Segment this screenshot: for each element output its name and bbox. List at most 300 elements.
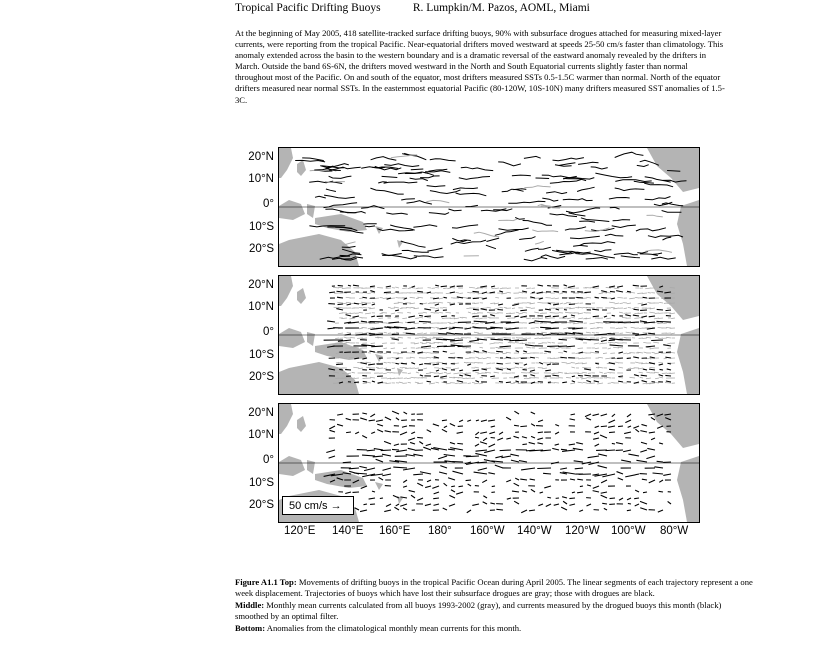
current-vector: [657, 309, 663, 310]
current-vector: [490, 376, 495, 377]
current-vector: [411, 432, 415, 434]
current-vector: [444, 346, 455, 347]
climatology-vector: [371, 292, 375, 293]
climatology-vector: [435, 327, 439, 328]
current-vector: [408, 448, 415, 450]
climatology-vector: [615, 288, 619, 289]
climatology-vector: [439, 298, 443, 299]
current-vector: [377, 424, 383, 426]
land-mass: [315, 342, 367, 360]
current-vector: [562, 291, 567, 292]
current-vector: [667, 369, 671, 370]
climatology-vector: [359, 298, 363, 299]
current-vector: [657, 461, 663, 462]
current-vector: [404, 298, 407, 299]
current-vector: [601, 492, 607, 493]
current-vector: [601, 480, 607, 483]
caption-middle-text: Monthly mean currents calculated from all buoys 1993-2002 (gray), and currents measured by the drogued buoys this month (black) smoothed by an optimal filter.: [235, 599, 722, 622]
climatology-vector: [395, 287, 399, 288]
climatology-vector: [619, 367, 623, 368]
current-vector: [442, 369, 447, 370]
current-vector: [427, 430, 431, 432]
current-vector: [511, 460, 519, 462]
current-vector: [442, 420, 447, 421]
current-vector: [538, 504, 543, 506]
climatology-vector: [523, 338, 527, 339]
climatology-vector: [646, 378, 651, 379]
current-vector: [658, 491, 663, 492]
latitude-tick-label: 10°N: [248, 173, 274, 185]
current-vector: [640, 501, 647, 504]
current-vector: [500, 450, 511, 451]
scale-legend: [282, 496, 354, 515]
current-vector: [346, 418, 351, 420]
current-vector: [587, 339, 599, 340]
current-vector: [514, 411, 519, 414]
trajectory-segment: [651, 257, 675, 259]
current-vector: [371, 432, 375, 434]
climatology-vector: [547, 342, 551, 343]
current-vector: [515, 478, 519, 480]
current-vector: [584, 292, 591, 293]
climatology-vector: [616, 328, 619, 329]
current-vector: [623, 450, 631, 452]
longitude-tick-label: 80°W: [660, 525, 689, 537]
trajectory-segment: [524, 186, 550, 188]
current-vector: [516, 351, 519, 352]
climatology-vector: [550, 332, 555, 333]
caption-top-text: Movements of drifting buoys in the tropical Pacific Ocean during April 2005. The linear segments of each trajectory represent a one week displacement. Trajectories of buoys which have lost their subsurface drogues are gray; those with drogues are black.: [235, 577, 753, 599]
current-vector: [592, 309, 599, 310]
current-vector: [659, 375, 663, 376]
climatology-vector: [384, 362, 387, 363]
climatology-vector: [556, 348, 559, 349]
climatology-vector: [495, 288, 499, 289]
climatology-vector: [387, 372, 391, 373]
climatology-vector: [349, 318, 355, 319]
current-vector: [472, 316, 479, 317]
land-mass: [647, 404, 699, 448]
climatology-vector: [611, 307, 615, 308]
current-vector: [369, 420, 375, 421]
trajectory-segment: [566, 208, 600, 213]
trajectory-segment: [644, 183, 673, 187]
current-vector: [619, 498, 623, 500]
climatology-vector: [384, 353, 387, 354]
current-vector: [576, 297, 583, 298]
current-vector: [480, 286, 487, 287]
trajectory-segment: [591, 167, 608, 169]
current-vector: [578, 375, 583, 376]
trajectory-segment: [486, 245, 496, 249]
climatology-vector: [439, 373, 443, 374]
current-vector: [601, 297, 607, 298]
current-vector: [491, 286, 495, 287]
current-vector: [627, 291, 631, 292]
current-vector: [506, 382, 511, 383]
trajectory-segment: [384, 182, 418, 183]
current-vector: [665, 375, 671, 376]
climatology-vector: [383, 373, 387, 374]
current-vector: [594, 432, 599, 434]
current-vector: [419, 442, 423, 444]
climatology-vector: [599, 372, 603, 373]
scale-arrow-icon: →: [330, 500, 342, 512]
trajectory-segment: [542, 198, 558, 201]
current-vector: [434, 504, 439, 505]
climatology-vector: [475, 367, 479, 368]
current-vector: [627, 510, 631, 511]
climatology-vector: [453, 368, 459, 369]
trajectory-segment: [525, 248, 539, 251]
current-vector: [654, 467, 663, 468]
current-vector: [433, 364, 439, 365]
current-vector: [559, 339, 567, 340]
climatology-vector: [524, 378, 527, 379]
current-vector: [610, 498, 615, 499]
climatology-vector: [377, 287, 383, 288]
current-vector: [553, 304, 559, 305]
current-vector: [403, 508, 407, 510]
climatology-vector: [538, 318, 543, 319]
climatology-vector: [337, 362, 343, 363]
climatology-vector: [453, 373, 459, 374]
current-vector: [519, 461, 527, 462]
current-vector: [482, 480, 487, 483]
climatology-vector: [620, 303, 623, 304]
current-vector: [562, 450, 575, 451]
current-vector: [520, 479, 527, 480]
trajectory-segment: [474, 232, 499, 237]
current-vector: [370, 328, 383, 329]
current-vector: [435, 285, 439, 286]
current-vector: [444, 454, 455, 456]
current-vector: [473, 309, 479, 310]
land-mass: [677, 456, 699, 522]
current-vector: [401, 363, 407, 364]
current-vector: [561, 449, 567, 450]
current-vector: [353, 285, 359, 286]
page-header: [235, 2, 590, 14]
current-vector: [443, 339, 455, 340]
current-vector: [593, 414, 599, 416]
climatology-vector: [624, 308, 627, 309]
current-vector: [423, 447, 431, 450]
climatology-vector: [384, 332, 387, 333]
current-vector: [369, 498, 375, 499]
current-vector: [449, 504, 455, 506]
current-vector: [475, 432, 479, 435]
climatology-vector: [463, 378, 467, 379]
climatology-vector: [475, 372, 479, 373]
climatology-vector: [662, 373, 667, 374]
trajectory-segment: [579, 221, 595, 222]
trajectory-segment: [386, 213, 407, 215]
trajectory-segment: [329, 176, 352, 178]
climatology-vector: [520, 367, 523, 368]
current-vector: [618, 426, 623, 427]
current-vector: [392, 339, 399, 340]
climatology-vector: [515, 367, 519, 368]
climatology-vector: [492, 288, 495, 289]
climatology-vector: [333, 287, 339, 288]
trajectory-segment: [578, 162, 598, 164]
current-vector: [618, 352, 623, 353]
current-vector: [370, 286, 375, 287]
climatology-vector: [410, 297, 415, 298]
climatology-vector: [529, 372, 535, 373]
trajectory-segment: [456, 193, 487, 196]
current-vector: [561, 507, 567, 510]
climatology-vector: [567, 363, 571, 364]
current-vector: [364, 468, 375, 471]
climatology-vector: [524, 317, 527, 318]
current-vector: [348, 285, 351, 286]
current-vector: [327, 321, 335, 322]
current-vector: [413, 474, 423, 475]
current-vector: [567, 346, 575, 347]
trajectory-segment: [570, 236, 600, 238]
current-vector: [520, 316, 527, 317]
current-vector: [512, 304, 519, 305]
current-vector: [530, 357, 535, 358]
climatology-vector: [495, 353, 499, 354]
climatology-vector: [523, 368, 527, 369]
trajectory-segment: [609, 198, 630, 200]
current-vector: [657, 426, 663, 428]
climatology-vector: [611, 337, 615, 338]
trajectory-segment: [663, 237, 672, 240]
climatology-vector: [542, 368, 547, 369]
latitude-tick-label: 20°N: [248, 151, 274, 163]
current-vector: [483, 496, 487, 498]
climatology-vector: [480, 347, 483, 348]
land-mass: [397, 368, 403, 376]
climatology-vector: [642, 293, 647, 294]
current-vector: [329, 426, 335, 429]
climatology-vector: [375, 333, 379, 334]
climatology-vector: [352, 372, 355, 373]
latitude-tick-label: 10°N: [248, 301, 274, 313]
current-vector: [451, 490, 455, 492]
climatology-vector: [414, 323, 419, 324]
current-vector: [392, 449, 399, 450]
current-vector: [594, 381, 599, 382]
current-vector: [576, 443, 583, 444]
current-vector: [595, 297, 599, 298]
trajectory-segment: [535, 241, 544, 244]
current-vector: [496, 351, 503, 352]
latitude-tick-label: 20°N: [248, 279, 274, 291]
current-vector: [444, 426, 447, 428]
trajectory-segment: [613, 220, 631, 221]
climatology-vector: [384, 368, 387, 369]
current-vector: [531, 412, 535, 414]
current-vector: [562, 497, 567, 498]
climatology-vector: [429, 383, 435, 384]
climatology-vector: [474, 303, 479, 304]
current-vector: [572, 376, 575, 377]
current-vector: [593, 438, 599, 439]
climatology-vector: [408, 382, 411, 383]
current-vector: [584, 375, 591, 376]
climatology-vector: [578, 382, 583, 383]
current-vector: [384, 292, 391, 293]
current-vector: [625, 315, 631, 316]
climatology-vector: [358, 368, 363, 369]
climatology-vector: [595, 348, 599, 349]
climatology-vector: [509, 368, 515, 369]
climatology-vector: [487, 357, 491, 358]
climatology-vector: [640, 377, 643, 378]
current-vector: [667, 363, 671, 364]
current-vector: [569, 498, 575, 499]
trajectory-segment: [487, 238, 500, 241]
climatology-vector: [380, 313, 383, 314]
current-vector: [474, 321, 487, 322]
current-vector: [482, 292, 487, 293]
current-vector: [406, 333, 415, 334]
climatology-vector: [526, 347, 531, 348]
climatology-vector: [392, 368, 395, 369]
climatology-vector: [416, 298, 419, 299]
current-vector: [628, 426, 631, 427]
climatology-vector: [594, 343, 599, 344]
current-vector: [338, 304, 343, 305]
latitude-tick-label: 20°S: [248, 243, 274, 255]
current-vector: [571, 315, 575, 316]
current-vector: [514, 316, 519, 317]
current-vector: [569, 321, 583, 322]
current-vector: [483, 502, 487, 504]
climatology-vector: [423, 303, 427, 304]
trajectory-segment: [563, 199, 593, 201]
climatology-vector: [411, 307, 415, 308]
current-vector: [360, 418, 367, 420]
climatology-vector: [603, 353, 607, 354]
land-mass: [279, 148, 293, 178]
current-vector: [440, 376, 447, 377]
climatology-vector: [402, 288, 407, 289]
climatology-vector: [337, 302, 343, 303]
current-vector: [588, 456, 599, 458]
current-vector: [469, 340, 479, 341]
caption-middle: [235, 600, 755, 623]
climatology-vector: [645, 288, 651, 289]
climatology-vector: [562, 362, 568, 363]
current-vector: [474, 472, 487, 474]
land-mass: [307, 204, 315, 218]
current-vector: [668, 501, 671, 504]
current-vector: [525, 345, 535, 346]
climatology-vector: [447, 373, 451, 374]
current-vector: [529, 442, 535, 444]
climatology-vector: [423, 323, 427, 324]
trajectory-segment: [401, 199, 415, 200]
current-vector: [376, 420, 383, 421]
current-vector: [506, 417, 511, 420]
current-vector: [507, 498, 511, 499]
climatology-vector: [423, 312, 427, 313]
current-vector: [598, 466, 607, 468]
current-vector: [394, 444, 399, 446]
caption-top-label: Figure A1.1 Top:: [235, 577, 297, 587]
climatology-vector: [583, 382, 587, 383]
current-vector: [659, 364, 663, 365]
current-vector: [438, 456, 447, 459]
current-vector: [395, 363, 399, 364]
current-vector: [580, 486, 583, 487]
current-vector: [633, 426, 639, 428]
current-vector: [514, 483, 519, 486]
current-vector: [545, 316, 551, 317]
current-vector: [663, 345, 671, 346]
trajectory-segment: [565, 227, 586, 230]
current-vector: [478, 468, 487, 470]
current-vector: [363, 381, 367, 382]
current-vector: [433, 424, 439, 426]
climatology-vector: [570, 383, 575, 384]
climatology-vector: [630, 377, 636, 378]
climatology-vector: [619, 338, 623, 339]
climatology-vector: [353, 367, 359, 368]
current-vector: [452, 471, 463, 474]
climatology-vector: [335, 343, 339, 344]
current-vector: [537, 438, 543, 440]
current-vector: [601, 414, 607, 416]
climatology-vector: [586, 332, 591, 333]
current-vector: [412, 286, 415, 287]
climatology-vector: [598, 357, 603, 358]
climatology-vector: [486, 363, 491, 364]
current-vector: [547, 364, 551, 365]
current-vector: [489, 432, 495, 434]
climatology-vector: [615, 303, 619, 304]
current-vector: [531, 424, 535, 426]
climatology-vector: [350, 337, 355, 338]
climatology-vector: [664, 358, 667, 359]
climatology-vector: [338, 333, 343, 334]
climatology-vector: [475, 318, 479, 319]
trajectory-segment: [605, 234, 624, 236]
trajectory-segment: [420, 176, 440, 178]
current-vector: [585, 414, 591, 417]
current-vector: [393, 467, 407, 468]
trajectory-segment: [610, 207, 620, 209]
climatology-vector: [365, 313, 371, 314]
current-vector: [408, 438, 415, 440]
page-authors: R. Lumpkin/M. Pazos, AOML, Miami: [412, 2, 590, 14]
climatology-vector: [667, 343, 671, 344]
current-vector: [403, 412, 407, 414]
current-vector: [465, 375, 471, 376]
climatology-vector: [606, 318, 611, 319]
climatology-vector: [472, 323, 475, 324]
current-vector: [496, 369, 503, 370]
current-vector: [338, 285, 343, 286]
current-vector: [529, 510, 535, 511]
climatology-vector: [574, 303, 579, 304]
climatology-vector: [580, 377, 583, 378]
summary-paragraph: At the beginning of May 2005, 418 satellite-tracked surface drifting buoys, 90% with subsurface drogues attached for measuring mixed-layer currents, were reporting from the tropical Pacific. Near-equatorial drifters moved westward at speeds 25-50 cm/s faster than climatology. This anomaly extended across the basin to the western boundary and is a dramatic reversal of the eastward anomaly revealed by the drifters in March. Outside the band 6S-6N, the drifters moved westward in the North and South Equatorial currents slightly faster than normal throughout most of the Pacific. On and south of the equator, most drifters measured SSTs 0.5-1.5C warmer than normal. North of the equator drifters measured near normal SSTs. In the easternmost equatorial Pacific (80-120W, 10S-10N) many drifters measured SST anomalies of 1.5-3C.: [235, 28, 725, 105]
current-vector: [636, 460, 647, 462]
current-vector: [371, 316, 375, 317]
current-vector: [651, 417, 655, 420]
climatology-vector: [391, 293, 395, 294]
climatology-vector: [669, 373, 675, 374]
current-vector: [354, 303, 359, 304]
current-vector: [489, 444, 495, 447]
